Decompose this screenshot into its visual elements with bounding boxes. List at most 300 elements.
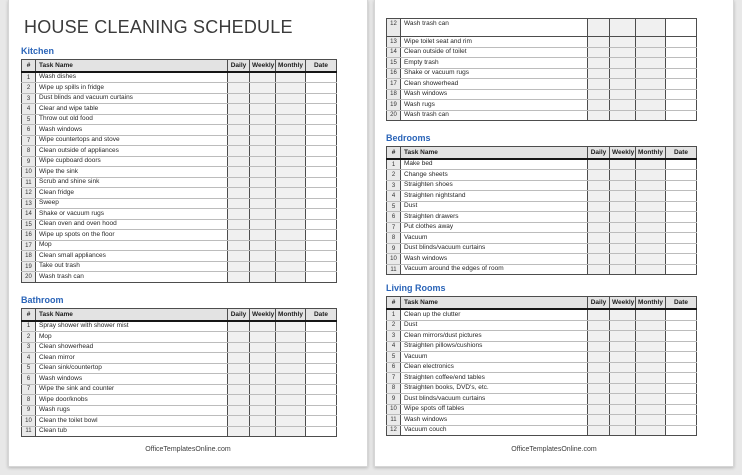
daily-checkbox-cell[interactable] (588, 394, 610, 405)
row-number: 9 (387, 394, 401, 405)
daily-checkbox-cell[interactable] (588, 37, 610, 48)
date-entry-cell[interactable] (666, 212, 697, 223)
weekly-checkbox-cell[interactable] (250, 167, 276, 178)
weekly-checkbox-cell[interactable] (610, 212, 636, 223)
monthly-checkbox-cell[interactable] (276, 72, 306, 83)
date-entry-cell[interactable] (666, 254, 697, 265)
weekly-checkbox-cell[interactable] (610, 37, 636, 48)
monthly-checkbox-cell[interactable] (636, 233, 666, 244)
date-entry-cell[interactable] (666, 100, 697, 111)
daily-checkbox-cell[interactable] (228, 125, 250, 136)
weekly-checkbox-cell[interactable] (250, 321, 276, 332)
monthly-checkbox-cell[interactable] (636, 383, 666, 394)
date-entry-cell[interactable] (666, 425, 697, 436)
date-entry-cell[interactable] (666, 68, 697, 79)
monthly-checkbox-cell[interactable] (276, 384, 306, 395)
weekly-checkbox-cell[interactable] (250, 156, 276, 167)
table-row (22, 135, 337, 146)
daily-checkbox-cell[interactable] (588, 243, 610, 254)
weekly-checkbox-cell[interactable] (250, 209, 276, 220)
daily-checkbox-cell[interactable] (588, 159, 610, 170)
monthly-checkbox-cell[interactable] (636, 68, 666, 79)
date-entry-cell[interactable] (306, 405, 337, 416)
date-entry-cell[interactable] (666, 264, 697, 275)
date-entry-cell[interactable] (666, 37, 697, 48)
daily-checkbox-cell[interactable] (588, 309, 610, 320)
daily-checkbox-cell[interactable] (588, 79, 610, 90)
monthly-checkbox-cell[interactable] (276, 332, 306, 343)
row-number: 11 (387, 415, 401, 426)
weekly-checkbox-cell[interactable] (610, 110, 636, 121)
monthly-checkbox-cell[interactable] (276, 156, 306, 167)
weekly-checkbox-cell[interactable] (250, 395, 276, 406)
date-entry-cell[interactable] (666, 415, 697, 426)
monthly-checkbox-cell[interactable] (636, 37, 666, 48)
weekly-checkbox-cell[interactable] (610, 243, 636, 254)
date-entry-cell[interactable] (306, 230, 337, 241)
daily-checkbox-cell[interactable] (588, 352, 610, 363)
monthly-checkbox-cell[interactable] (276, 125, 306, 136)
daily-checkbox-cell[interactable] (588, 47, 610, 58)
weekly-checkbox-cell[interactable] (250, 114, 276, 125)
weekly-checkbox-cell[interactable] (610, 47, 636, 58)
daily-checkbox-cell[interactable] (228, 93, 250, 104)
daily-checkbox-cell[interactable] (588, 425, 610, 436)
weekly-checkbox-cell[interactable] (250, 83, 276, 94)
table-row (387, 19, 697, 37)
date-entry-cell[interactable] (306, 342, 337, 353)
monthly-checkbox-cell[interactable] (636, 254, 666, 265)
weekly-checkbox-cell[interactable] (610, 79, 636, 90)
date-entry-cell[interactable] (306, 114, 337, 125)
daily-checkbox-cell[interactable] (228, 146, 250, 157)
monthly-checkbox-cell[interactable] (636, 58, 666, 69)
daily-checkbox-cell[interactable] (228, 342, 250, 353)
daily-checkbox-cell[interactable] (228, 135, 250, 146)
table-row (387, 47, 697, 58)
weekly-checkbox-cell[interactable] (610, 352, 636, 363)
row-number: 20 (387, 110, 401, 121)
date-entry-cell[interactable] (666, 191, 697, 202)
weekly-checkbox-cell[interactable] (250, 230, 276, 241)
task-name: Clean the toilet bowl (36, 416, 228, 427)
monthly-checkbox-cell[interactable] (636, 341, 666, 352)
monthly-checkbox-cell[interactable] (636, 100, 666, 111)
monthly-checkbox-cell[interactable] (276, 363, 306, 374)
monthly-checkbox-cell[interactable] (636, 362, 666, 373)
daily-checkbox-cell[interactable] (588, 212, 610, 223)
task-name: Change sheets (401, 170, 588, 181)
daily-checkbox-cell[interactable] (228, 384, 250, 395)
daily-checkbox-cell[interactable] (588, 373, 610, 384)
monthly-checkbox-cell[interactable] (276, 251, 306, 262)
date-entry-cell[interactable] (666, 170, 697, 181)
date-entry-cell[interactable] (666, 58, 697, 69)
date-entry-cell[interactable] (306, 240, 337, 251)
weekly-checkbox-cell[interactable] (610, 425, 636, 436)
monthly-checkbox-cell[interactable] (636, 331, 666, 342)
daily-checkbox-cell[interactable] (588, 320, 610, 331)
date-entry-cell[interactable] (666, 159, 697, 170)
daily-checkbox-cell[interactable] (588, 404, 610, 415)
monthly-checkbox-cell[interactable] (636, 373, 666, 384)
weekly-checkbox-cell[interactable] (250, 342, 276, 353)
monthly-checkbox-cell[interactable] (636, 320, 666, 331)
monthly-checkbox-cell[interactable] (276, 272, 306, 283)
section-heading-bedrooms: Bedrooms (386, 133, 431, 143)
task-name: Clean tub (36, 426, 228, 437)
monthly-checkbox-cell[interactable] (276, 374, 306, 385)
monthly-checkbox-cell[interactable] (276, 219, 306, 230)
table-row (22, 72, 337, 83)
daily-checkbox-cell[interactable] (588, 89, 610, 100)
date-entry-cell[interactable] (666, 233, 697, 244)
date-entry-cell[interactable] (306, 261, 337, 272)
monthly-checkbox-cell[interactable] (636, 264, 666, 275)
daily-checkbox-cell[interactable] (588, 180, 610, 191)
daily-checkbox-cell[interactable] (588, 222, 610, 233)
row-number: 9 (22, 405, 36, 416)
monthly-checkbox-cell[interactable] (276, 209, 306, 220)
daily-checkbox-cell[interactable] (228, 363, 250, 374)
daily-checkbox-cell[interactable] (588, 264, 610, 275)
date-entry-cell[interactable] (666, 341, 697, 352)
date-entry-cell[interactable] (666, 394, 697, 405)
weekly-checkbox-cell[interactable] (610, 159, 636, 170)
monthly-checkbox-cell[interactable] (276, 188, 306, 199)
daily-checkbox-cell[interactable] (588, 100, 610, 111)
weekly-checkbox-cell[interactable] (610, 68, 636, 79)
row-number: 7 (387, 373, 401, 384)
weekly-checkbox-cell[interactable] (610, 89, 636, 100)
date-entry-cell[interactable] (666, 243, 697, 254)
weekly-checkbox-cell[interactable] (610, 341, 636, 352)
row-number: 8 (22, 146, 36, 157)
monthly-checkbox-cell[interactable] (636, 170, 666, 181)
table-row (22, 156, 337, 167)
weekly-checkbox-cell[interactable] (250, 104, 276, 115)
daily-checkbox-cell[interactable] (588, 170, 610, 181)
daily-checkbox-cell[interactable] (588, 383, 610, 394)
date-entry-cell[interactable] (306, 395, 337, 406)
weekly-checkbox-cell[interactable] (610, 58, 636, 69)
weekly-checkbox-cell[interactable] (610, 233, 636, 244)
weekly-checkbox-cell[interactable] (610, 383, 636, 394)
table-row (22, 342, 337, 353)
date-entry-cell[interactable] (666, 352, 697, 363)
date-entry-cell[interactable] (666, 362, 697, 373)
daily-checkbox-cell[interactable] (588, 233, 610, 244)
monthly-checkbox-cell[interactable] (276, 240, 306, 251)
daily-checkbox-cell[interactable] (228, 230, 250, 241)
date-entry-cell[interactable] (306, 332, 337, 343)
weekly-checkbox-cell[interactable] (250, 72, 276, 83)
table-row (387, 352, 697, 363)
monthly-checkbox-cell[interactable] (636, 425, 666, 436)
monthly-checkbox-cell[interactable] (276, 114, 306, 125)
row-number: 2 (22, 332, 36, 343)
date-entry-cell[interactable] (306, 426, 337, 437)
date-entry-cell[interactable] (306, 93, 337, 104)
monthly-checkbox-cell[interactable] (636, 212, 666, 223)
date-entry-cell[interactable] (666, 79, 697, 90)
daily-checkbox-cell[interactable] (588, 415, 610, 426)
section-heading-kitchen: Kitchen (21, 46, 55, 57)
daily-checkbox-cell[interactable] (228, 156, 250, 167)
weekly-checkbox-cell[interactable] (250, 332, 276, 343)
daily-checkbox-cell[interactable] (228, 209, 250, 220)
weekly-checkbox-cell[interactable] (250, 177, 276, 188)
task-name: Wipe the sink (36, 167, 228, 178)
weekly-checkbox-cell[interactable] (610, 320, 636, 331)
monthly-checkbox-cell[interactable] (276, 198, 306, 209)
date-entry-cell[interactable] (306, 125, 337, 136)
monthly-checkbox-cell[interactable] (276, 342, 306, 353)
monthly-checkbox-cell[interactable] (276, 395, 306, 406)
monthly-checkbox-cell[interactable] (276, 104, 306, 115)
table-row (387, 425, 697, 436)
date-entry-cell[interactable] (306, 209, 337, 220)
weekly-checkbox-cell[interactable] (610, 415, 636, 426)
weekly-checkbox-cell[interactable] (610, 201, 636, 212)
monthly-checkbox-cell[interactable] (276, 261, 306, 272)
weekly-checkbox-cell[interactable] (610, 394, 636, 405)
date-entry-cell[interactable] (306, 135, 337, 146)
weekly-checkbox-cell[interactable] (610, 254, 636, 265)
daily-checkbox-cell[interactable] (228, 219, 250, 230)
daily-checkbox-cell[interactable] (228, 426, 250, 437)
weekly-checkbox-cell[interactable] (610, 373, 636, 384)
date-entry-cell[interactable] (306, 363, 337, 374)
monthly-checkbox-cell[interactable] (276, 167, 306, 178)
table-row (22, 167, 337, 178)
row-number: 16 (22, 230, 36, 241)
daily-checkbox-cell[interactable] (228, 177, 250, 188)
row-number: 13 (22, 198, 36, 209)
weekly-checkbox-cell[interactable] (250, 198, 276, 209)
task-name: Clean sink/countertop (36, 363, 228, 374)
date-entry-cell[interactable] (666, 222, 697, 233)
daily-checkbox-cell[interactable] (588, 191, 610, 202)
date-entry-cell[interactable] (306, 177, 337, 188)
monthly-checkbox-cell[interactable] (276, 83, 306, 94)
weekly-checkbox-cell[interactable] (250, 405, 276, 416)
daily-checkbox-cell[interactable] (228, 321, 250, 332)
weekly-checkbox-cell[interactable] (610, 180, 636, 191)
date-entry-cell[interactable] (306, 219, 337, 230)
weekly-checkbox-cell[interactable] (250, 272, 276, 283)
weekly-checkbox-cell[interactable] (250, 416, 276, 427)
date-entry-cell[interactable] (306, 188, 337, 199)
date-entry-cell[interactable] (306, 104, 337, 115)
monthly-checkbox-cell[interactable] (276, 353, 306, 364)
monthly-checkbox-cell[interactable] (276, 93, 306, 104)
date-entry-cell[interactable] (306, 321, 337, 332)
date-entry-cell[interactable] (666, 180, 697, 191)
page-1 (8, 0, 368, 467)
weekly-checkbox-cell[interactable] (250, 240, 276, 251)
daily-checkbox-cell[interactable] (228, 261, 250, 272)
daily-checkbox-cell[interactable] (228, 374, 250, 385)
task-name: Clean electronics (401, 362, 588, 373)
daily-checkbox-cell[interactable] (228, 240, 250, 251)
section-heading-living-rooms: Living Rooms (386, 283, 446, 294)
weekly-checkbox-cell[interactable] (610, 309, 636, 320)
date-entry-cell[interactable] (306, 416, 337, 427)
task-name: Clean small appliances (36, 251, 228, 262)
row-number: 4 (387, 341, 401, 352)
monthly-checkbox-cell[interactable] (276, 146, 306, 157)
monthly-checkbox-cell[interactable] (636, 180, 666, 191)
monthly-checkbox-cell[interactable] (636, 159, 666, 170)
date-entry-cell[interactable] (306, 156, 337, 167)
date-entry-cell[interactable] (666, 110, 697, 121)
weekly-checkbox-cell[interactable] (250, 146, 276, 157)
daily-checkbox-cell[interactable] (228, 198, 250, 209)
monthly-checkbox-cell[interactable] (636, 352, 666, 363)
daily-checkbox-cell[interactable] (228, 83, 250, 94)
date-entry-cell[interactable] (666, 47, 697, 58)
row-number: 7 (387, 222, 401, 233)
monthly-checkbox-cell[interactable] (636, 110, 666, 121)
monthly-checkbox-cell[interactable] (636, 79, 666, 90)
weekly-checkbox-cell[interactable] (610, 404, 636, 415)
monthly-checkbox-cell[interactable] (636, 201, 666, 212)
weekly-checkbox-cell[interactable] (250, 125, 276, 136)
date-entry-cell[interactable] (666, 383, 697, 394)
task-name: Clear and wipe table (36, 104, 228, 115)
weekly-checkbox-cell[interactable] (250, 384, 276, 395)
weekly-checkbox-cell[interactable] (250, 219, 276, 230)
date-entry-cell[interactable] (306, 72, 337, 83)
daily-checkbox-cell[interactable] (228, 114, 250, 125)
daily-checkbox-cell[interactable] (228, 353, 250, 364)
daily-checkbox-cell[interactable] (228, 405, 250, 416)
monthly-checkbox-cell[interactable] (636, 89, 666, 100)
daily-checkbox-cell[interactable] (228, 167, 250, 178)
weekly-checkbox-cell[interactable] (610, 100, 636, 111)
weekly-checkbox-cell[interactable] (250, 93, 276, 104)
monthly-checkbox-cell[interactable] (276, 321, 306, 332)
monthly-checkbox-cell[interactable] (636, 415, 666, 426)
date-entry-cell[interactable] (666, 201, 697, 212)
monthly-checkbox-cell[interactable] (636, 47, 666, 58)
weekly-checkbox-cell[interactable] (610, 362, 636, 373)
date-entry-cell[interactable] (666, 320, 697, 331)
daily-checkbox-cell[interactable] (228, 72, 250, 83)
date-entry-cell[interactable] (306, 167, 337, 178)
daily-checkbox-cell[interactable] (588, 331, 610, 342)
task-name: Clean showerhead (36, 342, 228, 353)
task-name: Wash rugs (36, 405, 228, 416)
daily-checkbox-cell[interactable] (228, 395, 250, 406)
task-name: Vacuum (401, 233, 588, 244)
daily-checkbox-cell[interactable] (228, 188, 250, 199)
weekly-checkbox-cell[interactable] (250, 353, 276, 364)
date-entry-cell[interactable] (306, 251, 337, 262)
monthly-checkbox-cell[interactable] (636, 19, 666, 37)
date-entry-cell[interactable] (306, 198, 337, 209)
date-entry-cell[interactable] (306, 374, 337, 385)
monthly-checkbox-cell[interactable] (276, 416, 306, 427)
monthly-checkbox-cell[interactable] (276, 135, 306, 146)
weekly-checkbox-cell[interactable] (250, 426, 276, 437)
monthly-checkbox-cell[interactable] (276, 177, 306, 188)
row-number: 8 (387, 233, 401, 244)
monthly-checkbox-cell[interactable] (636, 309, 666, 320)
date-entry-cell[interactable] (666, 89, 697, 100)
daily-checkbox-cell[interactable] (588, 58, 610, 69)
daily-checkbox-cell[interactable] (228, 272, 250, 283)
monthly-checkbox-cell[interactable] (276, 426, 306, 437)
column-header: Daily (228, 59, 250, 72)
monthly-checkbox-cell[interactable] (636, 404, 666, 415)
daily-checkbox-cell[interactable] (228, 416, 250, 427)
task-name: Wash rugs (401, 100, 588, 111)
daily-checkbox-cell[interactable] (588, 110, 610, 121)
weekly-checkbox-cell[interactable] (610, 264, 636, 275)
date-entry-cell[interactable] (666, 373, 697, 384)
daily-checkbox-cell[interactable] (588, 19, 610, 37)
weekly-checkbox-cell[interactable] (250, 261, 276, 272)
column-header: Task Name (36, 59, 228, 72)
date-entry-cell[interactable] (306, 353, 337, 364)
daily-checkbox-cell[interactable] (228, 332, 250, 343)
daily-checkbox-cell[interactable] (588, 362, 610, 373)
daily-checkbox-cell[interactable] (228, 251, 250, 262)
monthly-checkbox-cell[interactable] (636, 394, 666, 405)
date-entry-cell[interactable] (666, 331, 697, 342)
monthly-checkbox-cell[interactable] (276, 405, 306, 416)
weekly-checkbox-cell[interactable] (250, 135, 276, 146)
weekly-checkbox-cell[interactable] (250, 374, 276, 385)
weekly-checkbox-cell[interactable] (610, 331, 636, 342)
date-entry-cell[interactable] (306, 146, 337, 157)
weekly-checkbox-cell[interactable] (610, 170, 636, 181)
column-header: Monthly (636, 297, 666, 310)
weekly-checkbox-cell[interactable] (610, 222, 636, 233)
row-number: 17 (387, 79, 401, 90)
monthly-checkbox-cell[interactable] (276, 230, 306, 241)
weekly-checkbox-cell[interactable] (250, 188, 276, 199)
weekly-checkbox-cell[interactable] (610, 191, 636, 202)
date-entry-cell[interactable] (306, 272, 337, 283)
daily-checkbox-cell[interactable] (588, 68, 610, 79)
task-name: Clean outside of toilet (401, 47, 588, 58)
footer-url: OfficeTemplatesOnline.com (511, 446, 597, 453)
table-row (22, 353, 337, 364)
daily-checkbox-cell[interactable] (228, 104, 250, 115)
date-entry-cell[interactable] (306, 83, 337, 94)
task-name: Clean up the clutter (401, 309, 588, 320)
monthly-checkbox-cell[interactable] (636, 191, 666, 202)
daily-checkbox-cell[interactable] (588, 201, 610, 212)
date-entry-cell[interactable] (666, 309, 697, 320)
row-number: 12 (387, 425, 401, 436)
date-entry-cell[interactable] (306, 384, 337, 395)
weekly-checkbox-cell[interactable] (250, 251, 276, 262)
daily-checkbox-cell[interactable] (588, 341, 610, 352)
task-name: Wipe countertops and stove (36, 135, 228, 146)
table-row (22, 125, 337, 136)
date-entry-cell[interactable] (666, 404, 697, 415)
monthly-checkbox-cell[interactable] (636, 243, 666, 254)
weekly-checkbox-cell[interactable] (250, 363, 276, 374)
date-entry-cell[interactable] (666, 19, 697, 37)
daily-checkbox-cell[interactable] (588, 254, 610, 265)
monthly-checkbox-cell[interactable] (636, 222, 666, 233)
weekly-checkbox-cell[interactable] (610, 19, 636, 37)
